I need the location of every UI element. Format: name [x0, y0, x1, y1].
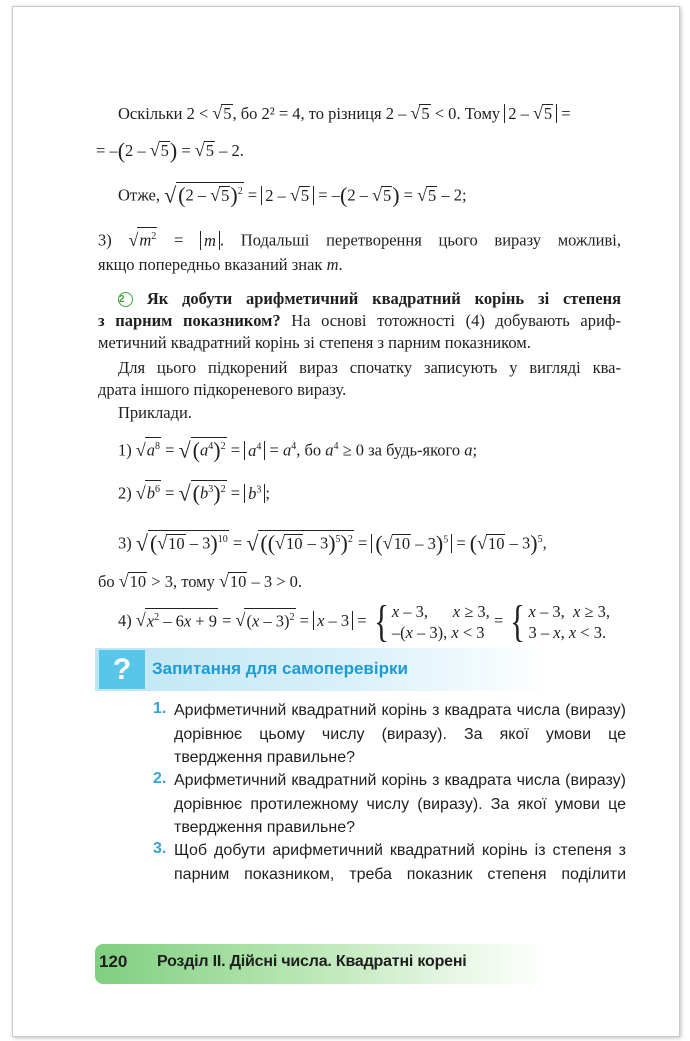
example-4: 4) $√x^2 - 6x + 9 = √(x - 3)^2 = x - 3$ = { x – 3, x ≥ 3, –(x – 3), x < 3 = { x – 3, x ≥ 3, 3 – x, x < 3.: [118, 597, 610, 647]
question-2-text: Арифметичний квадратний корінь з квадрата числа (виразу) дорівнює протилежному числу (виразу). За якої умови це твердження правильне?: [174, 772, 626, 836]
question-3-text: Щоб добути арифметичний квадратний корінь із степеня з парним показником, треба показник степеня поділити: [174, 842, 626, 883]
example-3: 3) √(√10 – 3)$^{10}$ = √((√10 – 3)$^5$)$^2$ = (√10 – 3)$^5$ = (√10 – 3)$^5$,: [118, 530, 547, 556]
question-paragraph-line2: з парним показником? На основі тотожності (4) добувають ариф-: [98, 311, 621, 330]
question-1-number: 1.: [153, 700, 167, 717]
question-icon: ?: [99, 650, 145, 689]
math-line-3: Отже, √(2 – √5)$^2$ = 2 – √5 = –(2 – √5) = √5 – 2;: [118, 182, 467, 208]
chapter-title: Розділ II. Дійсні числа. Квадратні корені: [157, 953, 467, 970]
paragraph2-line1: Для цього підкорений вираз спочатку записують у вигляді ква-: [118, 358, 621, 377]
question-3-number: 3.: [153, 840, 167, 857]
question-2-number: 2.: [153, 770, 167, 787]
example-1: 1) $√a^8 = √(a^4)^2 = a^4 = a^4$, бо $a^4 \ge 0$ за будь-якого a;: [118, 437, 478, 463]
math-line-2: = –(2 – √5) = √5 – 2.: [96, 138, 244, 163]
self-check-title: Запитання для самоперевірки: [152, 659, 408, 678]
text-line-5: якщо попередньо вказаний знак m.: [98, 255, 343, 274]
examples-heading: Приклади.: [118, 403, 192, 422]
example-3-condition: бо √10 > 3, тому √10 – 3 > 0.: [98, 571, 303, 591]
math-line-1: Оскільки 2 < √5, бо 2² = 4, то різниця 2 – √5 < 0. Тому 2 – √5 =: [118, 103, 571, 123]
paragraph-line3: метичний квадратний корінь зі степеня з парним показником.: [98, 333, 531, 352]
question-paragraph-line1: 2 Як добути арифметичний квадратний корінь зі степеня: [119, 289, 621, 308]
paragraph2-line2: драта іншого підкореневого виразу.: [98, 380, 347, 399]
question-1-text: Арифметичний квадратний корінь з квадрата числа (виразу) дорівнює цьому числу (виразу). За якої умови це твердження правильне?: [174, 702, 626, 766]
example-2: 2) $√b^6 = √(b^3)^2 = b^3$ ;: [118, 480, 270, 506]
page-number: 120: [99, 952, 128, 971]
math-line-4: 3) $√m^2 = m$ . Подальші перетворення цього виразу можливі,: [98, 227, 621, 251]
